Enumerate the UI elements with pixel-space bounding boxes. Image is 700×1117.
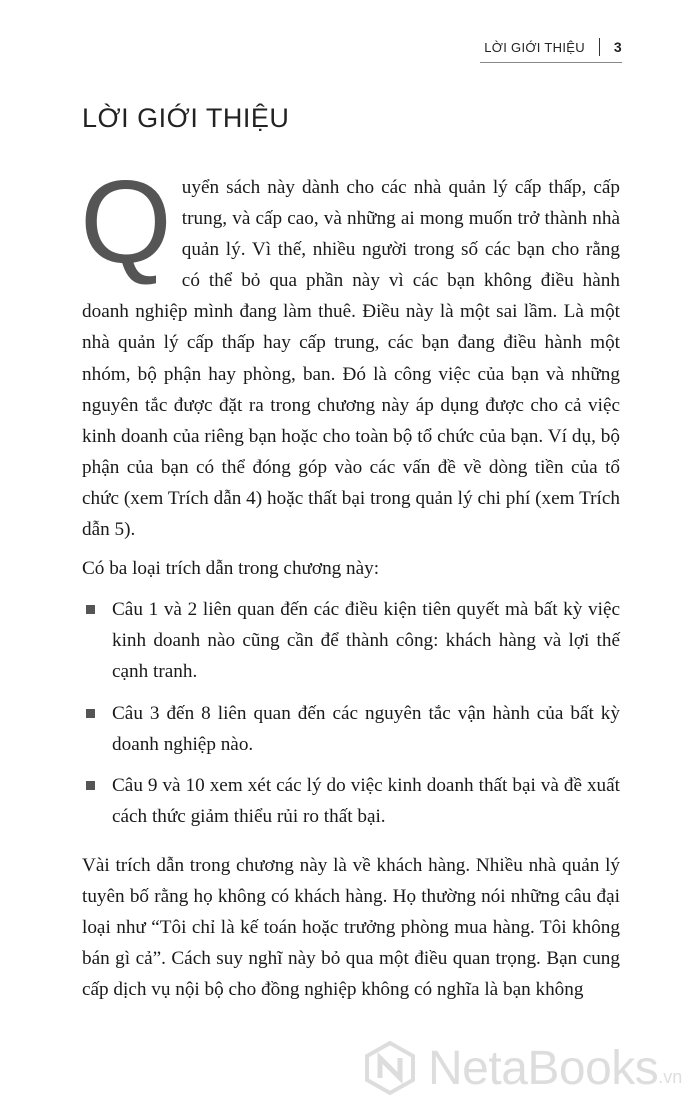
list-lead-paragraph: Có ba loại trích dẫn trong chương này: — [82, 558, 380, 580]
drop-cap: Q — [80, 156, 172, 288]
running-header — [484, 38, 622, 56]
list-item — [82, 594, 620, 687]
list-item — [82, 770, 620, 832]
quote-categories-list — [82, 594, 620, 832]
page-number: 3 — [613, 39, 622, 55]
intro-text: uyển sách này dành cho các nhà quản lý cấp thấp, cấp trung, và cấp cao, và những ai mong muốn trở thành nhà quản lý. Vì thế, nhiều người trong số các bạn cho rằng có thể bỏ qua phần này vì các bạn không điều hành doanh nghiệp mình đang làm thuê. Điều này là một sai lầm. Là một nhà quản lý cấp thấp hay cấp trung, các bạn đang điều hành một nhóm, bộ phận hay phòng, ban. Đó là công việc của bạn và những nguyên tắc được đặt ra trong chương này áp dụng được cho cả việc kinh doanh của riêng bạn hoặc cho toàn bộ tổ chức của bạn. Ví dụ, bộ phận của bạn có thể đóng góp vào các vấn đề về dòng tiền của tổ chức (xem Trích dẫn 4) hoặc thất bại trong quản lý chi phí (xem Trích dẫn 5). — [82, 177, 620, 541]
body-text — [80, 156, 620, 1005]
header-rule — [480, 62, 622, 63]
square-bullet-icon — [86, 781, 95, 790]
list-item-text: Câu 3 đến 8 liên quan đến các nguyên tắc vận hành của bất kỳ doanh nghiệp nào. — [112, 702, 620, 755]
watermark-suffix: .vn — [658, 1066, 683, 1087]
list-item-text: Câu 9 và 10 xem xét các lý do việc kinh doanh thất bại và đề xuất cách thức giảm thiểu rủi ro thất bại. — [112, 774, 620, 827]
intro-paragraph — [80, 156, 620, 545]
closing-paragraph: Vài trích dẫn trong chương này là về khách hàng. Nhiều nhà quản lý tuyên bố rằng họ không có khách hàng. Họ thường nói những câu đại loại như “Tôi chỉ là kế toán hoặc trưởng phòng mua hàng. Tôi không bán gì cả”. Cách suy nghĩ này bỏ qua một điều quan trọng. Bạn cung cấp dịch vụ nội bộ cho đồng nghiệp không có nghĩa là bạn không — [82, 854, 620, 1001]
running-title: LỜI GIỚI THIỆU — [484, 39, 585, 55]
square-bullet-icon — [86, 709, 95, 718]
netabooks-watermark — [362, 1040, 682, 1096]
header-divider — [599, 38, 600, 56]
netabooks-logo-icon — [362, 1040, 418, 1096]
square-bullet-icon — [86, 605, 95, 614]
watermark-brand: NetaBooks — [428, 1041, 659, 1095]
chapter-title: LỜI GIỚI THIỆU — [82, 103, 290, 133]
list-item — [82, 698, 620, 760]
list-item-text: Câu 1 và 2 liên quan đến các điều kiện tiên quyết mà bất kỳ việc kinh doanh nào cũng cần để thành công: khách hàng và lợi thế cạnh tranh. — [112, 599, 620, 683]
